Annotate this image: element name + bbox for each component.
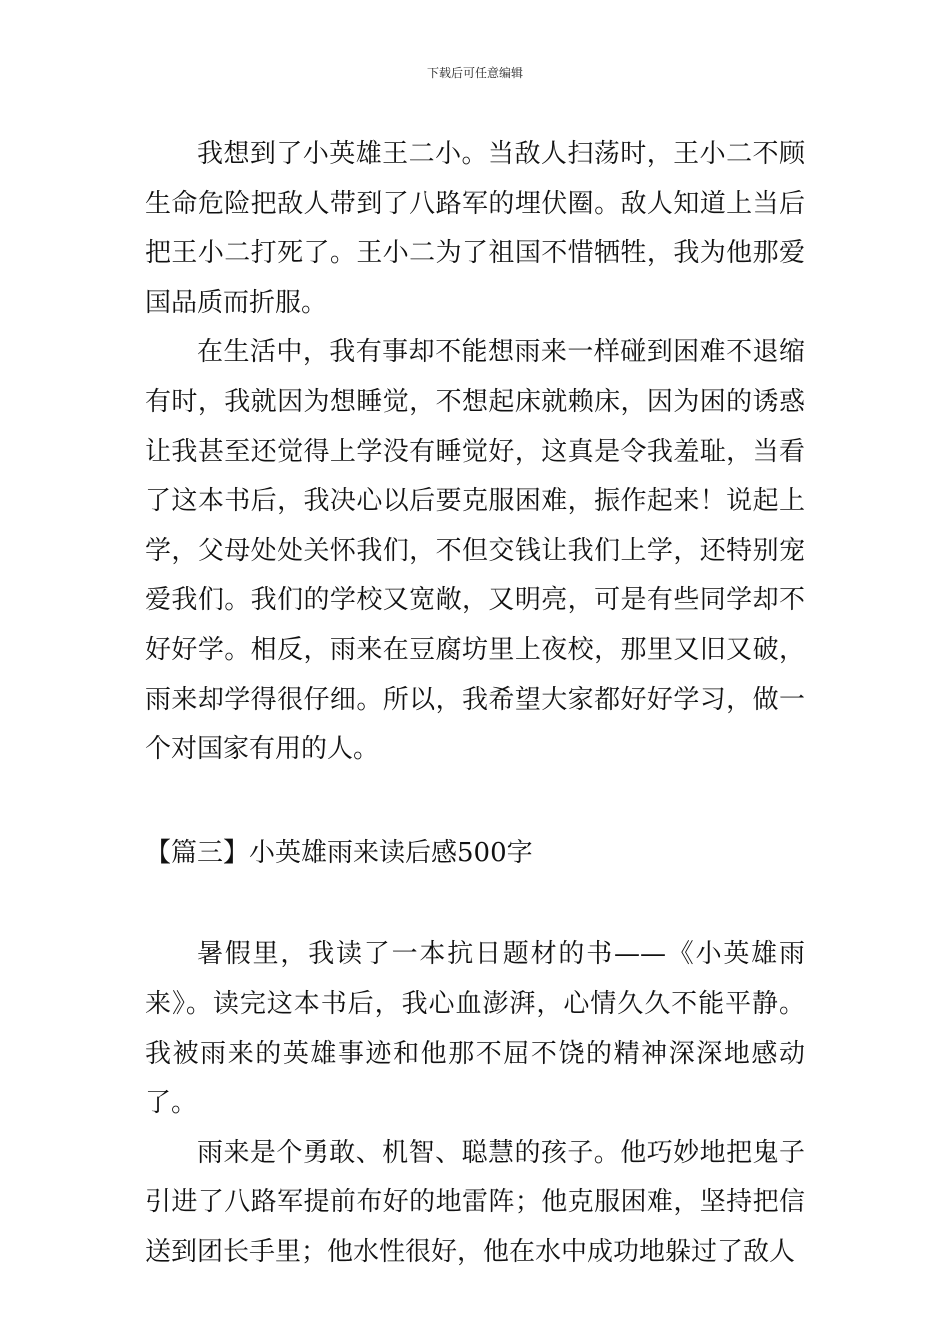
- document-body: [145, 130, 805, 1277]
- section-title: 【篇三】小英雄雨来读后感500字: [145, 837, 533, 868]
- paragraph: 暑假里，我读了一本抗日题材的书——《小英雄雨来》。读完这本书后，我心血澎湃，心情久久不能平静。我被雨来的英雄事迹和他那不屈不饶的精神深深地感动了。: [145, 939, 805, 1119]
- paragraph: 我想到了小英雄王二小。当敌人扫荡时，王小二不顾生命危险把敌人带到了八路军的埋伏圈。敌人知道上当后把王小二打死了。王小二为了祖国不惜牺牲，我为他那爱国品质而折服。: [145, 139, 805, 318]
- page-header: 下载后可任意编辑: [426, 66, 523, 80]
- paragraph: 在生活中，我有事却不能想雨来一样碰到困难不退缩有时，我就因为想睡觉，不想起床就赖床，因为困的诱惑让我甚至还觉得上学没有睡觉好，这真是令我羞耻，当看了这本书后，我决心以后要克服困难，振作起来！说起上学，父母处处关怀我们，不但交钱让我们上学，还特别宠爱我们。我们的学校又宽敞，又明亮，可是有些同学却不好好学。相反，雨来在豆腐坊里上夜校，那里又旧又破，雨来却学得很仔细。所以，我希望大家都好好学习，做一个对国家有用的人。: [145, 337, 805, 765]
- spacer: [145, 775, 805, 829]
- spacer: [145, 878, 805, 930]
- paragraph: 雨来是个勇敢、机智、聪慧的孩子。他巧妙地把鬼子引进了八路军提前布好的地雷阵；他克服困难，坚持把信送到团长手里；他水性很好，他在水中成功地躲过了敌人: [145, 1137, 805, 1267]
